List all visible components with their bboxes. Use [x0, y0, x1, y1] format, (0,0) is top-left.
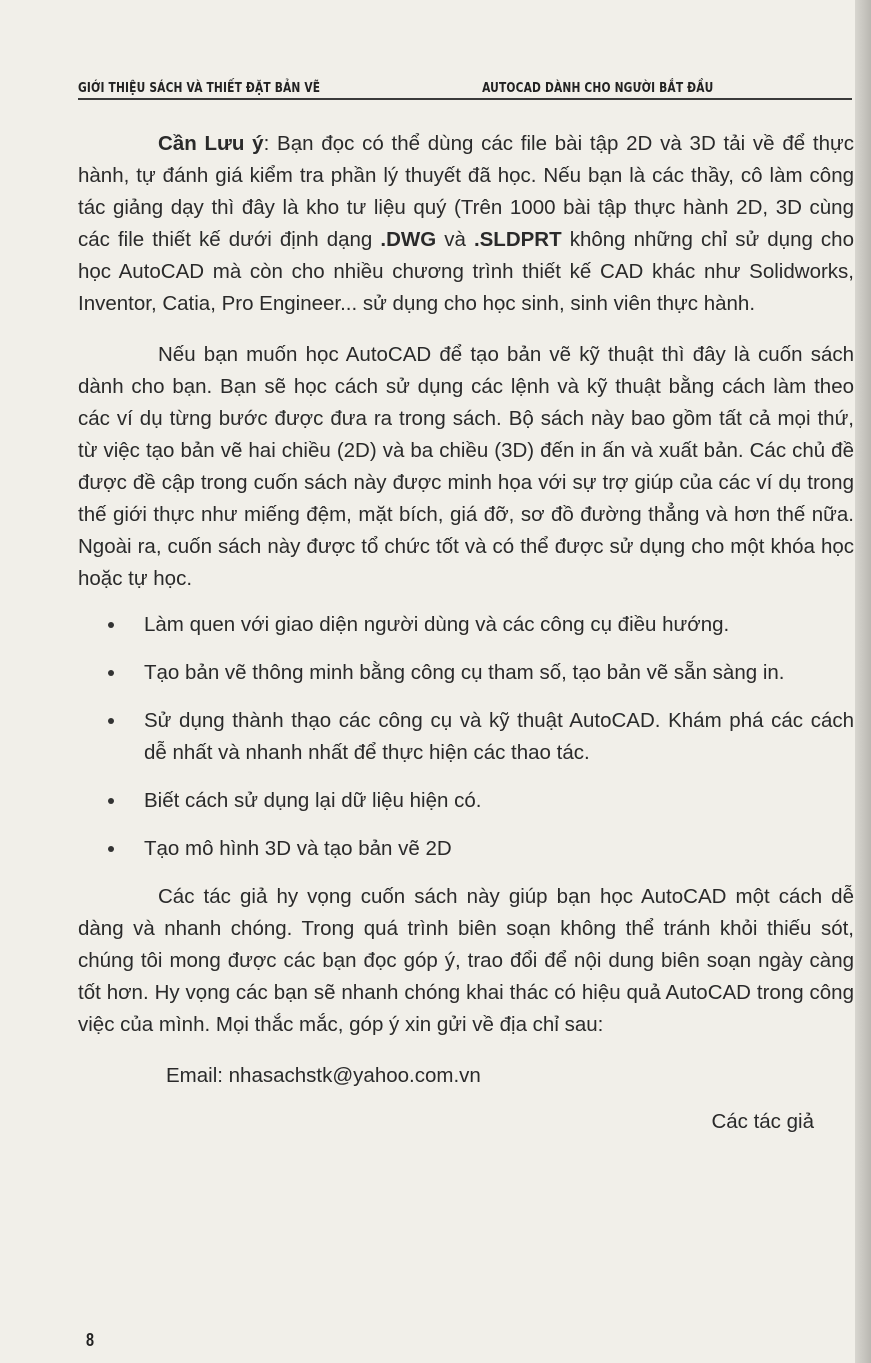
header-left: GIỚI THIỆU SÁCH VÀ THIẾT ĐẶT BẢN VẼ: [78, 81, 321, 96]
list-item: Biết cách sử dụng lại dữ liệu hiện có.: [78, 785, 854, 817]
feature-list: [78, 609, 854, 865]
dwg-format: .DWG: [380, 228, 437, 251]
note-label: Cần Lưu ý: [158, 132, 264, 155]
header-right: AUTOCAD DÀNH CHO NGƯỜI BẮT ĐẦU: [482, 81, 714, 96]
running-header: [78, 74, 714, 96]
contact-email: Email: nhasachstk@yahoo.com.vn: [166, 1064, 481, 1087]
page-edge: [855, 0, 871, 1363]
list-item: Tạo bản vẽ thông minh bằng công cụ tham số, tạo bản vẽ sẵn sàng in.: [78, 657, 854, 689]
list-item: Tạo mô hình 3D và tạo bản vẽ 2D: [78, 833, 854, 865]
bullet-icon: [108, 670, 114, 676]
sldprt-format: .SLDPRT: [473, 228, 562, 251]
bullet-icon: [108, 846, 114, 852]
bullet-icon: [108, 718, 114, 724]
list-item: Làm quen với giao diện người dùng và các công cụ điều hướng.: [78, 609, 854, 641]
list-item: Sử dụng thành thạo các công cụ và kỹ thuật AutoCAD. Khám phá các cách dễ nhất và nhanh nhất để thực hiện các thao tác.: [78, 705, 854, 769]
page-number: 8: [86, 1330, 95, 1350]
signature: Các tác giả: [711, 1110, 814, 1133]
note-paragraph: Cần Lưu ý: Bạn đọc có thể dùng các file bài tập 2D và 3D tải về để thực hành, tự đánh giá kiểm tra phần lý thuyết đã học. Nếu bạn là các thầy, cô làm công tác giảng dạy thì đây là kho tư liệu quý (Trên 1000 bài tập thực hành 2D, 3D cùng các file thiết kế dưới định dạng .DWG và .SLDPRT không những chỉ sử dụng cho học AutoCAD mà còn cho nhiều chương trình thiết kế CAD khác như Solidworks, Inventor, Catia, Pro Engineer... sử dụng cho học sinh, sinh viên thực hành.: [78, 132, 854, 315]
page-body: [78, 128, 854, 1138]
bullet-icon: [108, 798, 114, 804]
header-rule: [78, 98, 852, 100]
closing-paragraph: Các tác giả hy vọng cuốn sách này giúp bạn học AutoCAD một cách dễ dàng và nhanh chóng. Trong quá trình biên soạn không thể tránh khỏi thiếu sót, chúng tôi mong được các bạn đọc góp ý, trao đổi để nội dung biên soạn ngày càng tốt hơn. Hy vọng các bạn sẽ nhanh chóng khai thác có hiệu quả AutoCAD trong công việc của mình. Mọi thắc mắc, góp ý xin gửi về địa chỉ sau:: [78, 885, 854, 1036]
intro-paragraph: Nếu bạn muốn học AutoCAD để tạo bản vẽ kỹ thuật thì đây là cuốn sách dành cho bạn. Bạn sẽ học cách sử dụng các lệnh và kỹ thuật bằng cách làm theo các ví dụ từng bước được đưa ra trong sách. Bộ sách này bao gồm tất cả mọi thứ, từ việc tạo bản vẽ hai chiều (2D) và ba chiều (3D) đến in ấn và xuất bản. Các chủ đề được đề cập trong cuốn sách này được minh họa với sự trợ giúp của các ví dụ trong thế giới thực như miếng đệm, mặt bích, giá đỡ, sơ đồ đường thẳng và hơn thế nữa. Ngoài ra, cuốn sách này được tổ chức tốt và có thể được sử dụng cho một khóa học hoặc tự học.: [78, 343, 854, 590]
bullet-icon: [108, 622, 114, 628]
